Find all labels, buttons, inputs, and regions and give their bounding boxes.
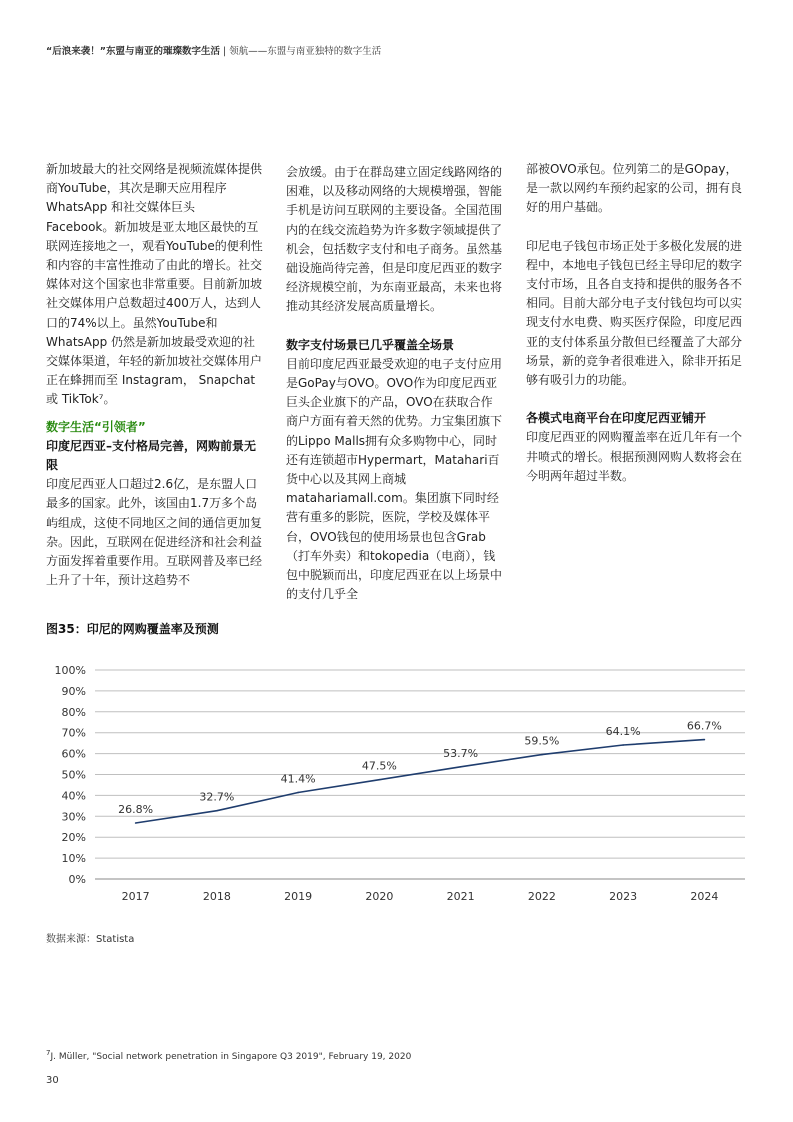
data-point (216, 810, 218, 812)
data-label: 32.7% (199, 790, 235, 804)
y-tick-label: 70% (61, 726, 86, 740)
data-point (379, 779, 381, 781)
paragraph: 印尼电子钱包市场正处于多极化发展的进程中，本地电子钱包已经主导印尼的数字支付市场，且各自支持和提供的服务各不相同。目前大部分电子支付钱包均可以实现支付水电费、购买医疗保险，印度尼西亚的支付体系虽分散但已经覆盖了大部分场景，新的竞争者很难进入，除非开拓足够有吸引力的功能。 (526, 238, 743, 388)
page-number: 30 (46, 1075, 59, 1086)
footnote (46, 1049, 411, 1062)
y-tick-label: 20% (61, 831, 86, 845)
section-title: 数字生活“引领者” (46, 419, 146, 434)
x-tick-label: 2019 (284, 890, 313, 903)
footnote-text: J. Müller, "Social network penetration in Singapore Q3 2019", February 19, 2020 (50, 1052, 412, 1062)
subsection-title: 印度尼西亚–支付格局完善，网购前景无限 (46, 438, 257, 473)
paragraph: 部被OVO承包。位列第二的是GOpay，是一款以网约车预约起家的公司，拥有良好的用户基础。 (526, 162, 743, 215)
y-tick-label: 40% (61, 789, 86, 803)
data-point (541, 754, 543, 756)
running-header-section: 领航——东盟与南亚独特的数字生活 (229, 46, 382, 57)
y-tick-label: 50% (61, 768, 86, 782)
column-2 (286, 163, 504, 604)
data-point (622, 744, 624, 746)
x-tick-label: 2022 (527, 890, 556, 903)
running-header-separator: | (220, 46, 230, 57)
paragraph: 目前印度尼西亚最受欢迎的电子支付应用是GoPay与OVO。OVO作为印度尼西亚巨头企业旗下的产品，OVO在获取合作商户方面有着天然的优势。力宝集团旗下的Lippo Malls拥有众多购物中心，同时还有连锁超市Hypermart，Matahari百货中心以及其网上商城matahariamall.com。集团旗下同时经营有重多的影院，医院，学校及媒体平台，OVO钱包的使用场景也包含Grab（打车外卖）和tokopedia（电商），钱包中脱颖而出，印度尼西亚在以上场景中的支付几乎全 (286, 356, 503, 602)
data-point (297, 792, 299, 794)
running-header-title: “后浪来袭！”东盟与南亚的璀璨数字生活 (46, 46, 220, 57)
subsection-title: 数字支付场景已几乎覆盖全场景 (286, 337, 455, 352)
chart (40, 660, 760, 910)
data-label: 59.5% (524, 734, 560, 748)
column-1 (46, 160, 264, 590)
running-header (46, 43, 381, 57)
y-tick-label: 90% (61, 684, 86, 698)
column-3 (526, 160, 744, 486)
x-tick-label: 2018 (202, 890, 231, 903)
y-tick-label: 60% (61, 747, 86, 761)
line-chart (40, 660, 760, 910)
x-tick-label: 2021 (446, 890, 475, 903)
data-label: 41.4% (280, 772, 316, 786)
data-point (460, 766, 462, 768)
data-label: 26.8% (118, 802, 154, 816)
paragraph: 印度尼西亚的网购覆盖率在近几年有一个井喷式的增长。根据预测网购人数将会在今明两年超过半数。 (526, 430, 743, 483)
data-point (135, 822, 137, 824)
figure-source: 数据来源：Statista (46, 934, 135, 945)
series-line (136, 740, 705, 823)
x-tick-label: 2017 (121, 890, 150, 903)
y-tick-label: 80% (61, 705, 86, 719)
data-label: 64.1% (605, 725, 641, 739)
figure-title: 图35：印尼的网购覆盖率及预测 (46, 622, 219, 636)
x-tick-label: 2023 (609, 890, 638, 903)
data-label: 66.7% (686, 719, 722, 733)
subsection-title: 各模式电商平台在印度尼西亚铺开 (526, 411, 707, 426)
data-label: 53.7% (443, 746, 479, 760)
y-tick-label: 30% (61, 810, 86, 824)
data-label: 47.5% (361, 759, 397, 773)
y-tick-label: 0% (68, 873, 86, 886)
y-tick-label: 10% (61, 852, 86, 866)
y-tick-label: 100% (54, 664, 86, 677)
paragraph: 印度尼西亚人口超过2.6亿，是东盟人口最多的国家。此外，该国由1.7万多个岛屿组成，这使不同地区之间的通信更加复杂。因此，互联网在促进经济和社会利益方面发挥着重要作用。互联网普及率已经上升了十年，预计这趋势不 (46, 477, 263, 588)
x-tick-label: 2024 (690, 890, 719, 903)
paragraph: 会放缓。由于在群岛建立固定线路网络的困难，以及移动网络的大规模增强，智能手机是访问互联网的主要设备。全国范围内的在线交流趋势为许多数字领域提供了机会，包括数字支付和电子商务。虽然基础设施尚待完善，但是印度尼西亚的数字经济规模空前，为东南亚最高，未来也将推动其经济发展高质量增长。 (286, 165, 503, 314)
data-point (704, 739, 706, 741)
paragraph: 新加坡最大的社交网络是视频流媒体提供商YouTube，其次是聊天应用程序WhatsApp 和社交媒体巨头 Facebook。新加坡是亚太地区最快的互联网连接地之一，观看YouTube的便利性和内容的丰富性推动了由此的增长。社交媒体对这个国家也非常重要。目前新加坡社交媒体用户总数超过400万人，达到人口的74%以上。虽然YouTube和WhatsApp 仍然是新加坡最受欢迎的社交媒体渠道，年轻的新加坡社交媒体用户正在蜂拥而至 Instagram， Snapchat或 TikTok⁷。 (46, 162, 263, 407)
x-tick-label: 2020 (365, 890, 394, 903)
footnote-marker: 7 (46, 1049, 51, 1057)
